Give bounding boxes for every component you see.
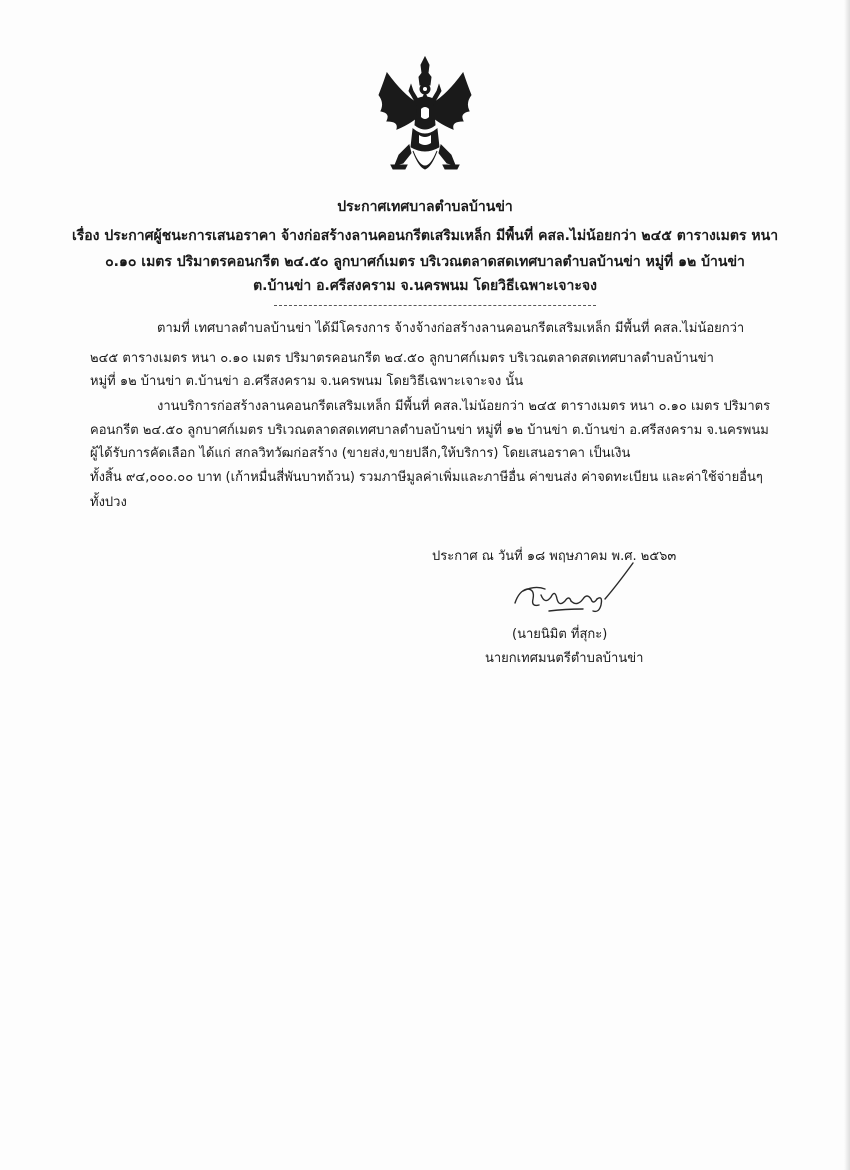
paragraph-1-line-1: ตามที่ เทศบาลตำบลบ้านข่า ได้มีโครงการ จ้างจ้างก่อสร้างลานคอนกรีตเสริมเหล็ก มีพื้นที่ คสล.ไม่น้อยกว่า (157, 321, 745, 336)
signature-icon (505, 555, 650, 625)
paragraph-2-line-1: งานบริการก่อสร้างลานคอนกรีตเสริมเหล็ก มีพื้นที่ คสล.ไม่น้อยกว่า ๒๔๕ ตารางเมตร หนา ๐.๑๐ เมตร ปริมาตร (157, 399, 771, 414)
paragraph-1-line-3: หมู่ที่ ๑๒ บ้านข่า ต.บ้านข่า อ.ศรีสงคราม จ.นครพนม โดยวิธีเฉพาะเจาะจง นั้น (90, 374, 524, 389)
announcement-date: ประกาศ ณ วันที่ ๑๘ พฤษภาคม พ.ศ. ๒๕๖๓ (432, 549, 677, 564)
paragraph-2-line-2: คอนกรีต ๒๔.๕๐ ลูกบาศก์เมตร บริเวณตลาดสดเทศบาลตำบลบ้านข่า หมู่ที่ ๑๒ บ้านข่า ต.บ้านข่า อ.ศรีสงคราม จ.นครพนม (90, 423, 769, 438)
signer-title: นายกเทศมนตรีตำบลบ้านข่า (485, 651, 644, 666)
paragraph-1-line-2: ๒๔๕ ตารางเมตร หนา ๐.๑๐ เมตร ปริมาตรคอนกรีต ๒๔.๕๐ ลูกบาศก์เมตร บริเวณตลาดสดเทศบาลตำบลบ้านข่า (90, 351, 714, 366)
subject-line-1: เรื่อง ประกาศผู้ชนะการเสนอราคา จ้างก่อสร้างลานคอนกรีตเสริมเหล็ก มีพื้นที่ คสล.ไม่น้อยกว่า ๒๔๕ ตารางเมตร หนา (71, 228, 779, 244)
paragraph-2-line-5: ทั้งปวง (90, 495, 127, 510)
paragraph-2-line-4: ทั้งสิ้น ๙๔,๐๐๐.๐๐ บาท (เก้าหมื่นสี่พันบาทถ้วน) รวมภาษีมูลค่าเพิ่มและภาษีอื่น ค่าขนส่ง ค่าจดทะเบียน และค่าใช้จ่ายอื่นๆ (90, 470, 763, 485)
subject-line-2: ๐.๑๐ เมตร ปริมาตรคอนกรีต ๒๔.๕๐ ลูกบาศก์เมตร บริเวณตลาดสดเทศบาลตำบลบ้านข่า หมู่ที่ ๑๒ บ้านข่า (105, 254, 745, 270)
organization-title: ประกาศเทศบาลตำบลบ้านข่า (337, 199, 513, 215)
garuda-emblem-icon (373, 55, 477, 181)
paragraph-2-line-3: ผู้ได้รับการคัดเลือก ได้แก่ สกลวิทวัฒก่อสร้าง (ขายส่ง,ขายปลีก,ให้บริการ) โดยเสนอราคา เป็นเงิน (90, 446, 631, 461)
subject-line-3: ต.บ้านข่า อ.ศรีสงคราม จ.นครพนม โดยวิธีเฉพาะเจาะจง (253, 278, 597, 294)
dashed-divider (274, 305, 596, 306)
signer-name: (นายนิมิต ที่สุกะ) (512, 627, 608, 642)
